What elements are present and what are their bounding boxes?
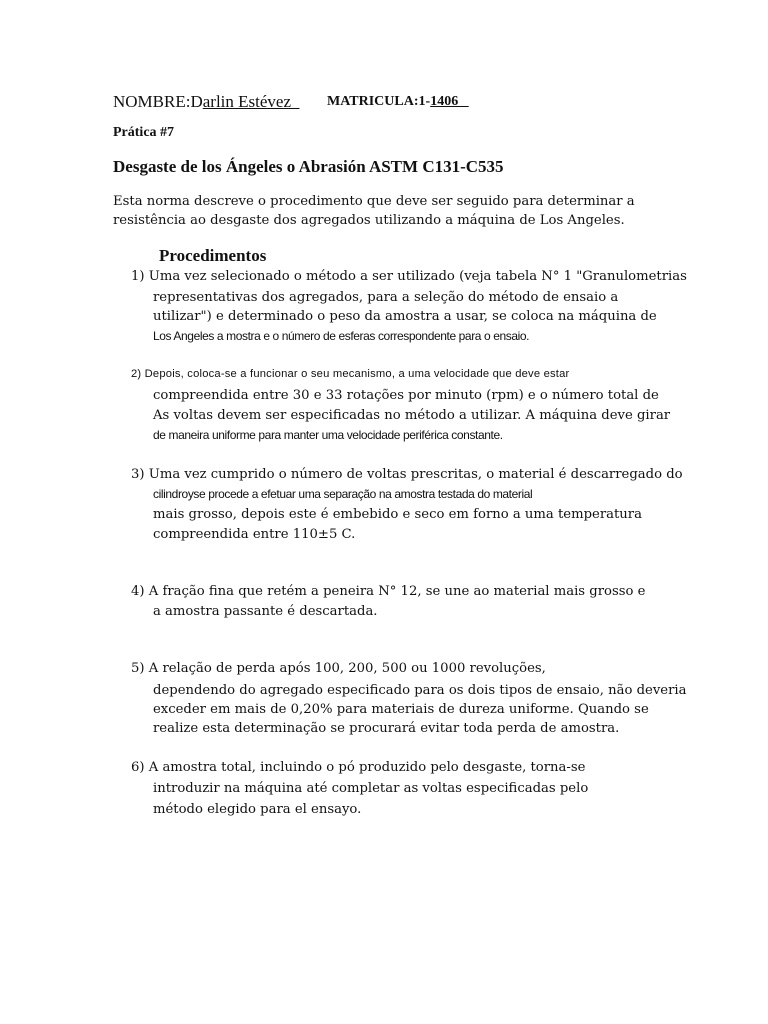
step-6-line-3: método elegido para el ensayo. [153, 802, 362, 817]
step-6-line-2: introduzir na máquina até completar as voltas especificadas pelo [153, 781, 589, 796]
matricula-value: 1406 [430, 94, 469, 109]
name-value: arlin Estévez [202, 92, 300, 111]
name-label: NOMBRE:D [113, 92, 203, 111]
step-3-line-2: cilindroyse procede a efetuar uma separação na amostra testada do material [153, 487, 533, 501]
step-5-line-1: 5) A relação de perda após 100, 200, 500 ou 1000 revoluções, [131, 661, 546, 676]
step-2-line-3: As voltas devem ser especificadas no método a utilizar. A máquina deve girar [153, 408, 671, 423]
step-1-line-2: representativas dos agregados, para a seleção do método de ensaio a [153, 290, 619, 305]
step-4-line-2: a amostra passante é descartada. [153, 604, 378, 619]
step-1-line-1: 1) Uma vez selecionado o método a ser utilizado (veja tabela N° 1 "Granulometrias [131, 269, 687, 284]
matricula-label: MATRICULA:1- [327, 94, 431, 109]
step-2-line-4: de maneira uniforme para manter uma velocidade periférica constante. [153, 428, 503, 442]
step-1-line-3: utilizar") e determinado o peso da amostra a usar, se coloca na máquina de [153, 309, 657, 324]
intro-line-2: resistência ao desgaste dos agregados utilizando a máquina de Los Angeles. [113, 213, 625, 228]
step-2-line-1: 2) Depois, coloca-se a funcionar o seu mecanismo, a uma velocidade que deve estar [131, 368, 570, 380]
step-1-line-4: Los Angeles a mostra e o número de esferas correspondente para o ensaio. [153, 329, 530, 343]
student-matricula [327, 94, 469, 110]
intro-line-1: Esta norma descreve o procedimento que deve ser seguido para determinar a [113, 194, 635, 209]
student-name [113, 92, 300, 112]
step-5-line-4: realize esta determinação se procurará evitar toda perda de amostra. [153, 721, 620, 736]
step-5-line-3: exceder em mais de 0,20% para materiais de dureza uniforme. Quando se [153, 702, 649, 717]
document-title: Desgaste de los Ángeles o Abrasión ASTM C131-C535 [113, 157, 504, 176]
practica-label: Prática #7 [113, 125, 175, 140]
step-5-line-2: dependendo do agregado especificado para os dois tipos de ensaio, não deveria [153, 683, 687, 698]
step-4-line-1: 4) A fração fina que retém a peneira N° 12, se une ao material mais grosso e [131, 584, 646, 599]
step-6-line-1: 6) A amostra total, incluindo o pó produzido pelo desgaste, torna-se [131, 760, 586, 775]
procedimentos-heading: Procedimentos [159, 246, 267, 265]
step-3-line-3: mais grosso, depois este é embebido e seco em forno a uma temperatura [153, 507, 642, 522]
step-2-line-2: compreendida entre 30 e 33 rotações por minuto (rpm) e o número total de [153, 388, 659, 403]
step-3-line-4: compreendida entre 110±5 C. [153, 527, 356, 542]
step-3-line-1: 3) Uma vez cumprido o número de voltas prescritas, o material é descarregado do [131, 467, 683, 482]
